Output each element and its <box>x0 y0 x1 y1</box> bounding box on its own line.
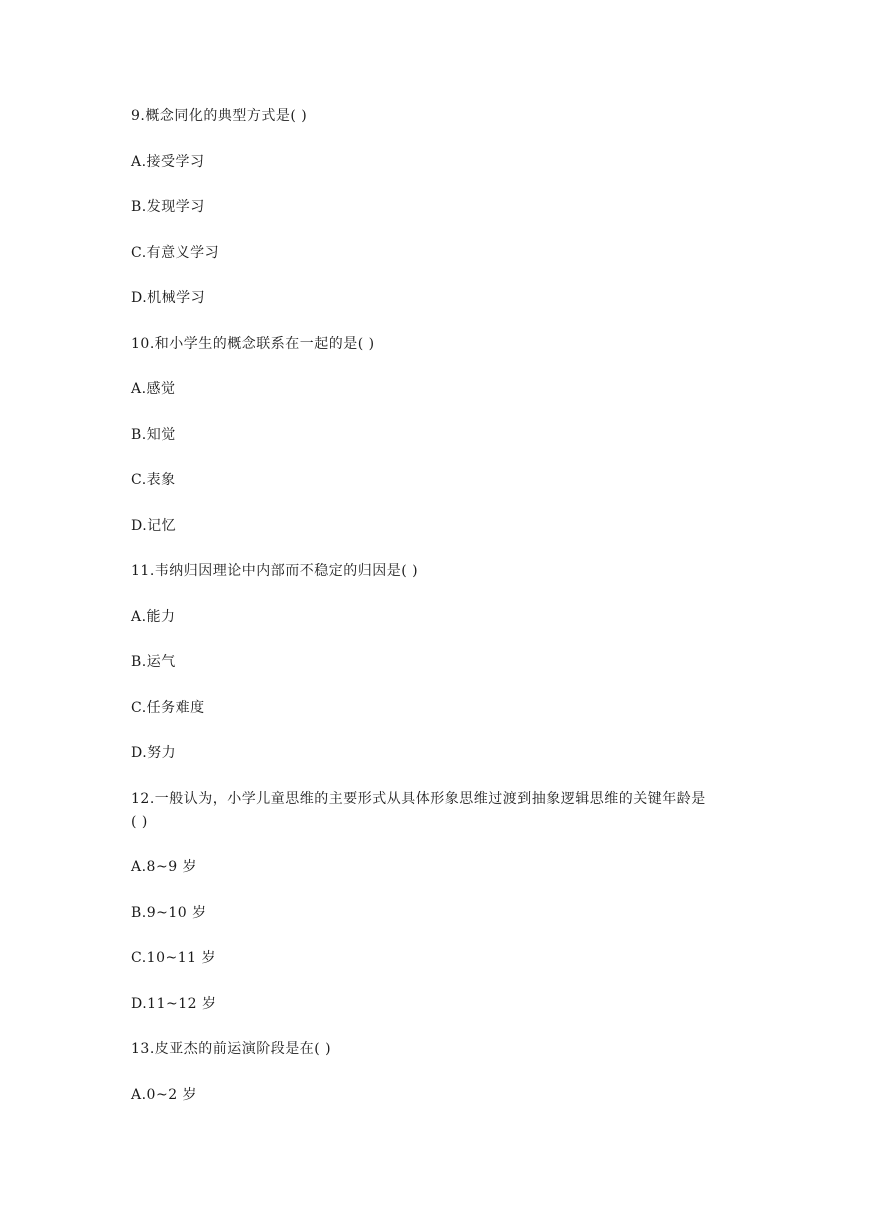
question-stem: 13.皮亚杰的前运演阶段是在( ) <box>131 1041 332 1057</box>
option-a: A.感觉 <box>131 381 176 397</box>
option-b: B.知觉 <box>131 427 176 443</box>
option-b: B.发现学习 <box>131 199 205 215</box>
question-stem: 11.韦纳归因理论中内部而不稳定的归因是( ) <box>131 563 419 579</box>
option-d: D.机械学习 <box>131 290 206 306</box>
option-d: D.11~12 岁 <box>131 996 217 1012</box>
question-stem: 12.一般认为，小学儿童思维的主要形式从具体形象思维过渡到抽象逻辑思维的关键年龄是 <box>131 791 706 807</box>
option-d: D.记忆 <box>131 518 177 534</box>
option-b: B.9~10 岁 <box>131 905 207 921</box>
option-d: D.努力 <box>131 745 177 761</box>
option-c: C.10~11 岁 <box>131 950 216 966</box>
question-stem: 9.概念同化的典型方式是( ) <box>131 108 308 124</box>
option-c: C.有意义学习 <box>131 245 220 261</box>
option-a: A.8~9 岁 <box>131 859 198 875</box>
question-stem-continuation: ( ) <box>131 814 148 830</box>
option-c: C.表象 <box>131 472 176 488</box>
option-a: A.能力 <box>131 609 176 625</box>
option-b: B.运气 <box>131 654 176 670</box>
option-a: A.接受学习 <box>131 154 205 170</box>
option-a: A.0~2 岁 <box>131 1087 198 1103</box>
question-stem: 10.和小学生的概念联系在一起的是( ) <box>131 336 375 352</box>
option-c: C.任务难度 <box>131 700 205 716</box>
